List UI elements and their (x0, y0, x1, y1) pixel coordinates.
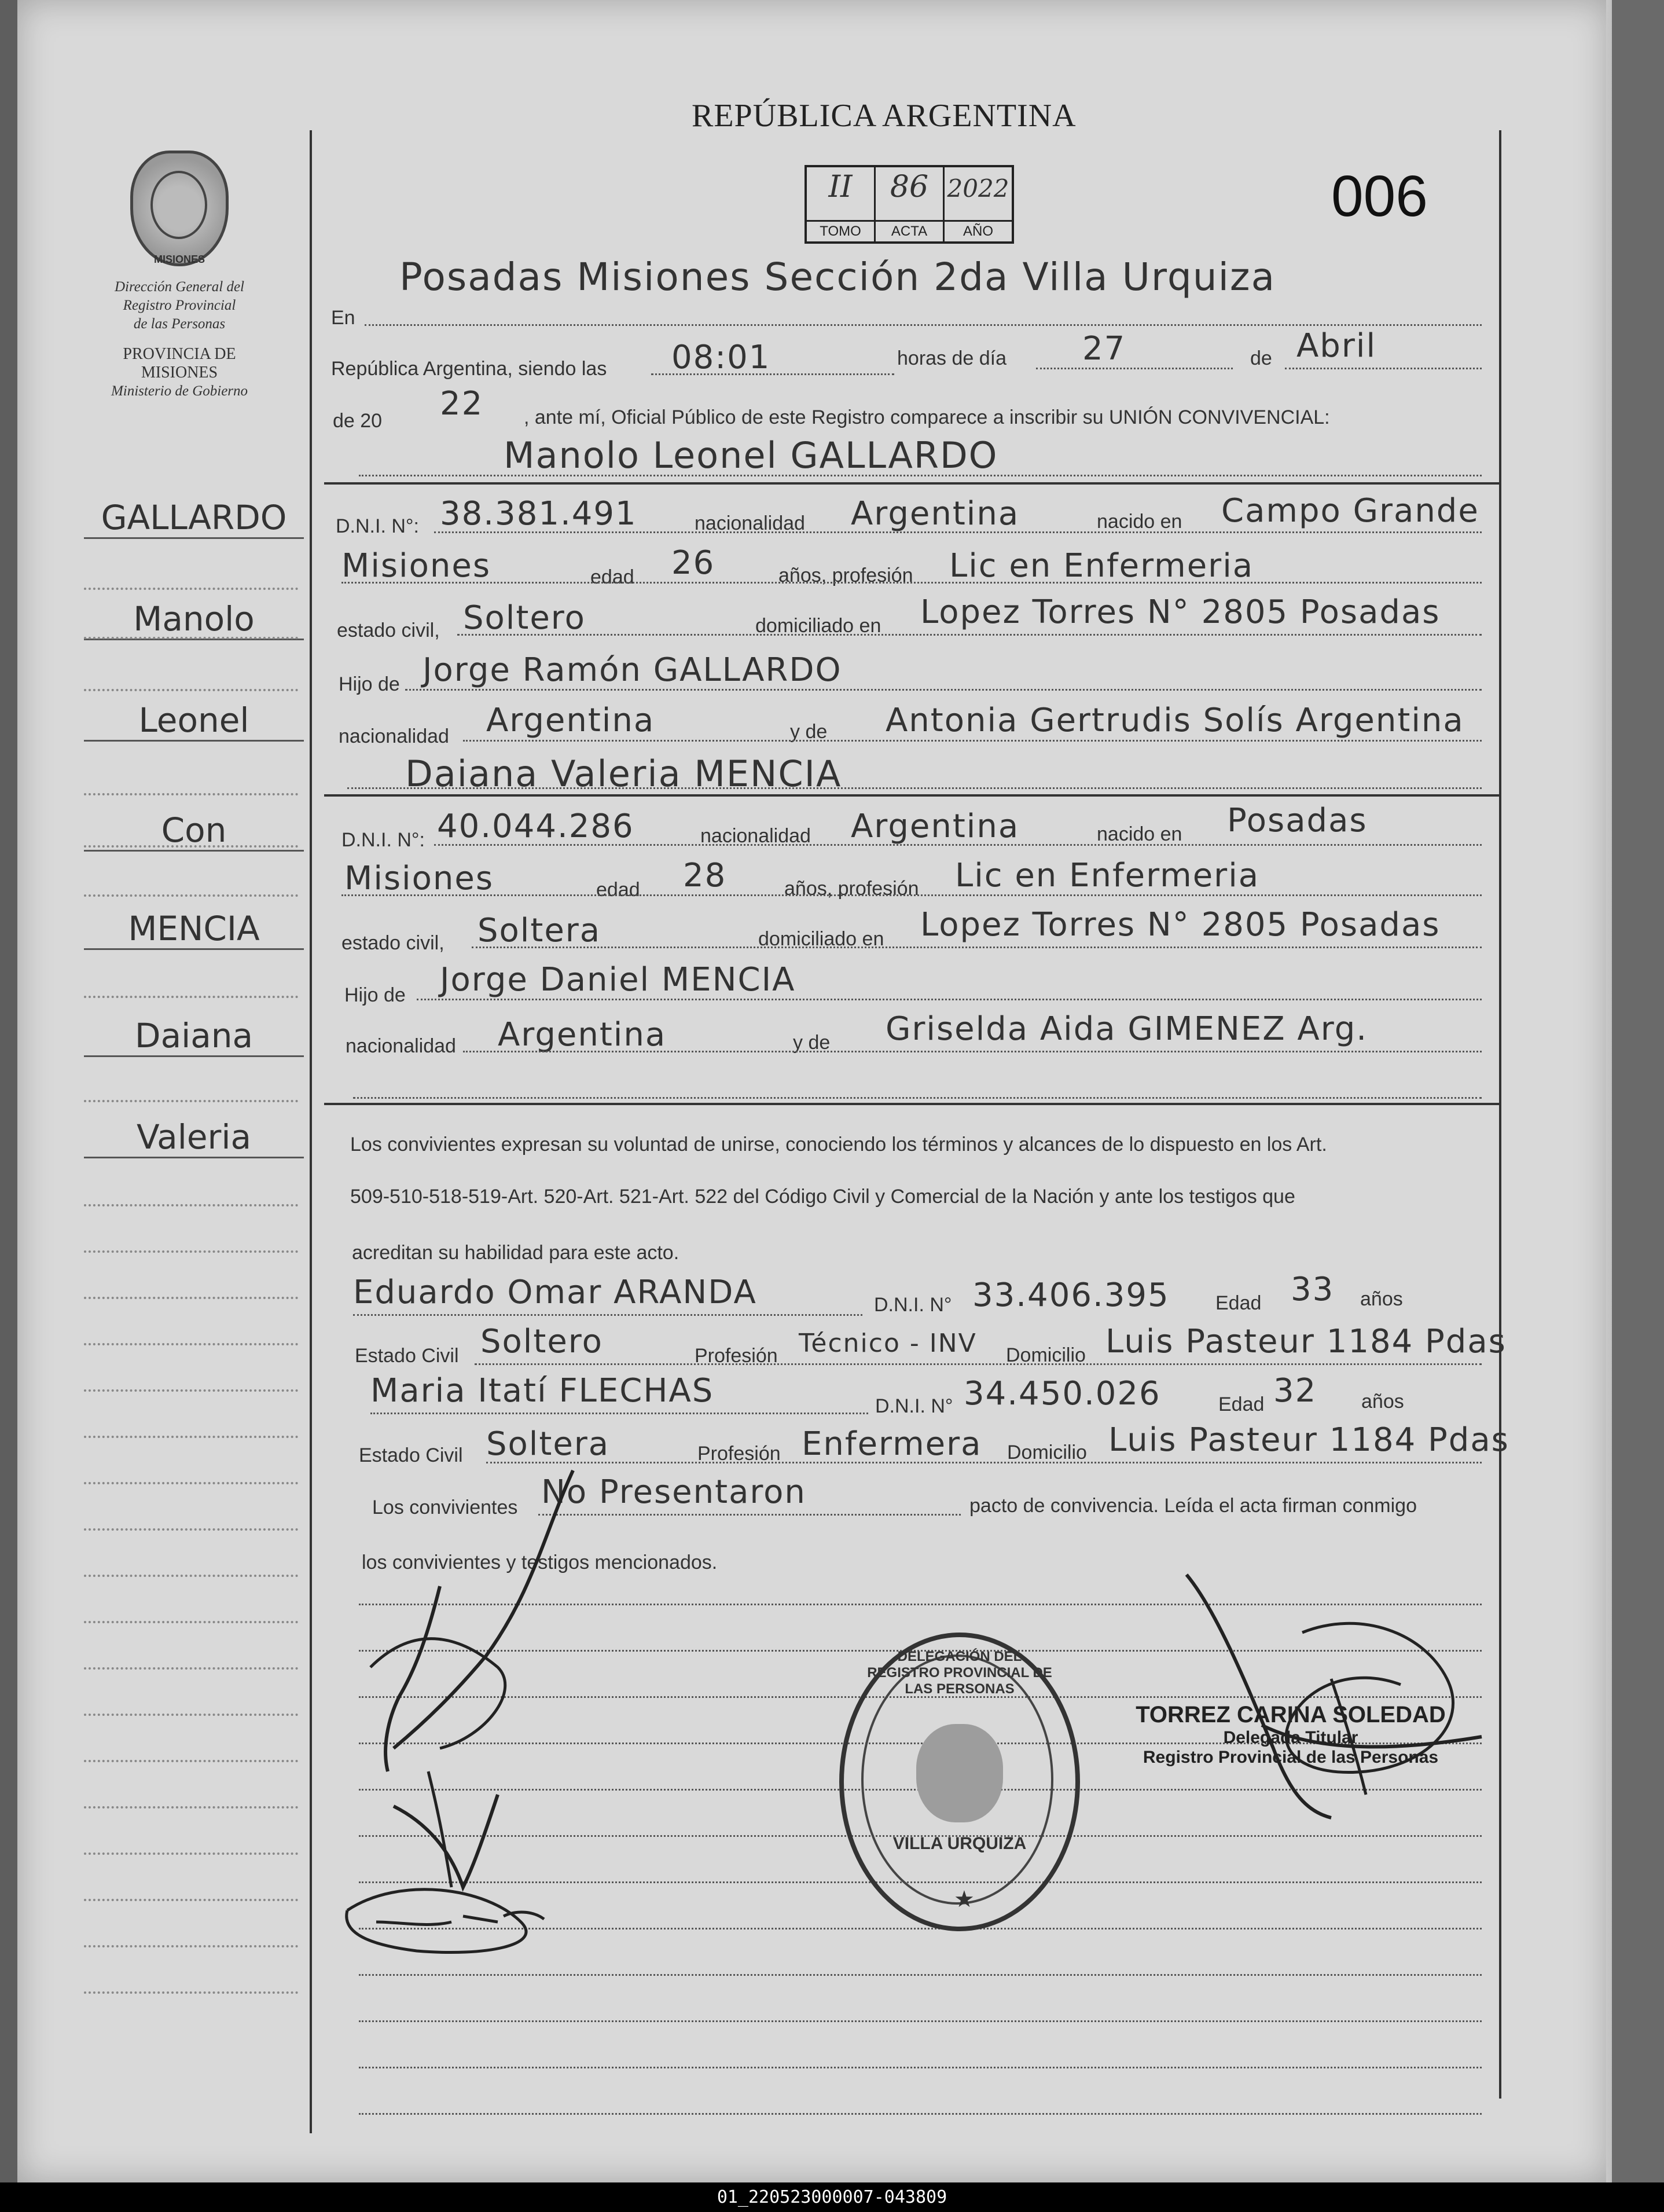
seal-label: MISIONES (153, 254, 205, 265)
w2-dni: 34.450.026 (964, 1375, 1161, 1413)
w1-dni: 33.406.395 (972, 1276, 1170, 1314)
margin-name: Con (84, 810, 304, 852)
p1-nac-label: nacionalidad (695, 512, 805, 534)
pacto-value: No Presentaron (541, 1473, 806, 1511)
p2-dom-label: domiciliado en (758, 928, 884, 950)
p2-nac2-label: nacionalidad (346, 1035, 456, 1057)
photo-edge-right (1612, 0, 1664, 2182)
p1-profesion: Lic en Enfermeria (949, 547, 1254, 585)
stamp-outer-text: DELEGACIÓN DEL REGISTRO PROVINCIAL DE LAS PERSONAS (867, 1649, 1052, 1697)
anio-cell (945, 167, 1012, 241)
province-line-2: MISIONES (141, 364, 218, 381)
p1-nacionalidad: Argentina (851, 495, 1020, 533)
margin-name: MENCIA (84, 909, 304, 950)
w1-anos: años (1360, 1288, 1403, 1310)
w1-prof-label: Profesión (695, 1345, 778, 1367)
w1-edad-label: Edad (1215, 1292, 1262, 1314)
convivientes-signatures (313, 1447, 660, 1968)
p1-prof-label: años, profesión (778, 564, 913, 586)
w1-prof: Técnico - INV (799, 1329, 977, 1358)
p2-nac2: Argentina (498, 1016, 667, 1054)
section-divider-1 (324, 482, 1499, 485)
margin-name: GALLARDO (84, 498, 304, 539)
tomo-acta-anio-box (805, 165, 1014, 244)
p2-nacido: Posadas (1227, 802, 1368, 839)
tomo-cell (807, 167, 876, 241)
closing-final: los convivientes y testigos mencionados. (362, 1551, 718, 1573)
p2-nacido-label: nacido en (1097, 823, 1182, 845)
p2-profesion: Lic en Enfermeria (955, 857, 1260, 894)
org-line-3: de las Personas (133, 316, 226, 332)
stamp-inner-text: VILLA URQUIZA (892, 1834, 1027, 1853)
p1-estado: Soltero (463, 599, 586, 637)
w2-prof-label: Profesión (697, 1443, 781, 1465)
pacto-label: Los convivientes (372, 1496, 518, 1518)
de-label: de (1250, 347, 1272, 369)
frame-left-border (310, 130, 312, 2133)
tomo-label: TOMO (807, 220, 874, 241)
p1-edad: 26 (671, 544, 715, 582)
statement: , ante mí, Oficial Público de este Registro comparece a inscribir su UNIÓN CONVIVENCIAL: (524, 406, 1330, 428)
time-value: 08:01 (671, 339, 771, 376)
p1-hijo-label: Hijo de (339, 673, 400, 695)
p1-madre: Antonia Gertrudis Solís Argentina (886, 702, 1464, 739)
place-value: Posadas Misiones Sección 2da Villa Urquiza (399, 255, 1276, 299)
w1-ec: Soltero (480, 1323, 603, 1360)
w2-dni-label: D.N.I. N° (875, 1395, 953, 1417)
official-stamp (1129, 1702, 1453, 1767)
province-line-1: PROVINCIA DE (123, 345, 236, 363)
p1-nacido: Campo Grande (1221, 492, 1479, 530)
p2-nac-label: nacionalidad (700, 825, 811, 847)
party1-full-name: Manolo Leonel GALLARDO (504, 434, 998, 476)
org-line-2: Registro Provincial (123, 298, 236, 313)
document-title: REPÚBLICA ARGENTINA (692, 98, 1077, 134)
year-label: de 20 (333, 410, 383, 432)
p1-dni: 38.381.491 (440, 495, 637, 533)
acta-value: 86 (890, 170, 929, 204)
margin-name: Valeria (84, 1117, 304, 1158)
w2-ec-label: Estado Civil (359, 1444, 463, 1466)
p1-nac2-label: nacionalidad (339, 725, 449, 747)
p2-estado-label: estado civil, (341, 932, 445, 954)
p1-estado-label: estado civil, (337, 619, 440, 641)
p1-yde-label: y de (790, 721, 828, 743)
w1-ec-label: Estado Civil (355, 1345, 459, 1367)
p2-nacionalidad: Argentina (851, 808, 1020, 845)
anio-label: AÑO (945, 220, 1012, 241)
p1-dni-label: D.N.I. N°: (336, 515, 419, 537)
republic-label: República Argentina, siendo las (331, 358, 607, 380)
p2-edad: 28 (683, 857, 727, 894)
official-name: TORREZ CARINA SOLEDAD (1136, 1702, 1446, 1727)
p2-prof-label: años, profesión (784, 878, 919, 900)
image-id-footer: 01_220523000007-043809 (0, 2182, 1664, 2212)
w2-anos: años (1361, 1391, 1404, 1413)
act-number: 006 (1331, 164, 1428, 229)
p1-nac2: Argentina (486, 702, 655, 739)
misiones-seal-icon (130, 151, 229, 266)
org-line-1: Dirección General del (115, 279, 244, 295)
w2-dom: Luis Pasteur 1184 Pdas (1108, 1421, 1509, 1459)
p2-edad-label: edad (596, 879, 640, 901)
day-value: 27 (1082, 330, 1126, 368)
p1-nacido-label: nacido en (1097, 511, 1182, 533)
w2-dom-label: Domicilio (1007, 1441, 1087, 1463)
p1-domicilio: Lopez Torres N° 2805 Posadas (920, 593, 1441, 631)
p2-dni-label: D.N.I. N°: (341, 829, 425, 851)
closing-line-3: acreditan su habilidad para este acto. (352, 1242, 679, 1264)
month-value: Abril (1296, 327, 1376, 365)
p2-padre: Jorge Daniel MENCIA (440, 961, 796, 999)
w1-name: Eduardo Omar ARANDA (353, 1274, 757, 1311)
party2-full-name: Daiana Valeria MENCIA (405, 753, 842, 795)
margin-name: Leonel (84, 700, 304, 742)
p1-place2: Misiones (341, 547, 491, 585)
margin-name: Daiana (84, 1016, 304, 1057)
p2-domicilio: Lopez Torres N° 2805 Posadas (920, 906, 1441, 944)
p1-padre: Jorge Ramón GALLARDO (423, 651, 842, 689)
star-icon: ★ (954, 1887, 975, 1912)
p2-dni: 40.044.286 (437, 808, 634, 845)
w2-prof: Enfermera (802, 1425, 982, 1463)
closing-line-2: 509-510-518-519-Art. 520-Art. 521-Art. 522 del Código Civil y Comercial de la Nación y ante los testigos que (350, 1186, 1295, 1208)
w1-dni-label: D.N.I. N° (874, 1294, 952, 1316)
w2-ec: Soltera (486, 1425, 610, 1463)
acta-label: ACTA (876, 220, 943, 241)
margin-name: Manolo (84, 599, 304, 640)
pacto-rest: pacto de convivencia. Leída el acta firman conmigo (969, 1495, 1417, 1517)
official-role: Delegada Titular (1223, 1728, 1358, 1747)
p2-yde-label: y de (793, 1032, 831, 1054)
en-label: En (331, 307, 355, 329)
w2-edad: 32 (1273, 1372, 1317, 1410)
official-org: Registro Provincial de las Personas (1143, 1748, 1439, 1767)
registry-round-stamp (839, 1633, 1080, 1931)
p2-hijo-label: Hijo de (344, 984, 406, 1006)
w2-name: Maria Itatí FLECHAS (370, 1372, 714, 1410)
horas-label: horas de día (897, 347, 1007, 369)
year-value: 22 (440, 385, 484, 423)
p2-madre: Griselda Aida GIMENEZ Arg. (886, 1010, 1368, 1048)
w1-dom-label: Domicilio (1006, 1344, 1086, 1366)
tomo-value: II (828, 170, 853, 204)
p2-place2: Misiones (344, 860, 494, 897)
p2-estado: Soltera (477, 912, 601, 949)
w1-edad: 33 (1291, 1271, 1335, 1308)
p1-edad-label: edad (590, 566, 634, 588)
w1-dom: Luis Pasteur 1184 Pdas (1105, 1323, 1507, 1360)
coat-of-arms-icon (916, 1724, 1003, 1822)
anio-value: 2022 (947, 174, 1009, 203)
sidebar-organization (81, 151, 278, 401)
w2-edad-label: Edad (1218, 1393, 1265, 1415)
acta-cell (876, 167, 945, 241)
p1-dom-label: domiciliado en (755, 615, 881, 637)
section-divider-3 (324, 1103, 1499, 1105)
closing-line-1: Los convivientes expresan su voluntad de unirse, conociendo los términos y alcances de lo dispuesto en los Art. (350, 1133, 1327, 1155)
ministry: Ministerio de Gobierno (111, 383, 248, 399)
